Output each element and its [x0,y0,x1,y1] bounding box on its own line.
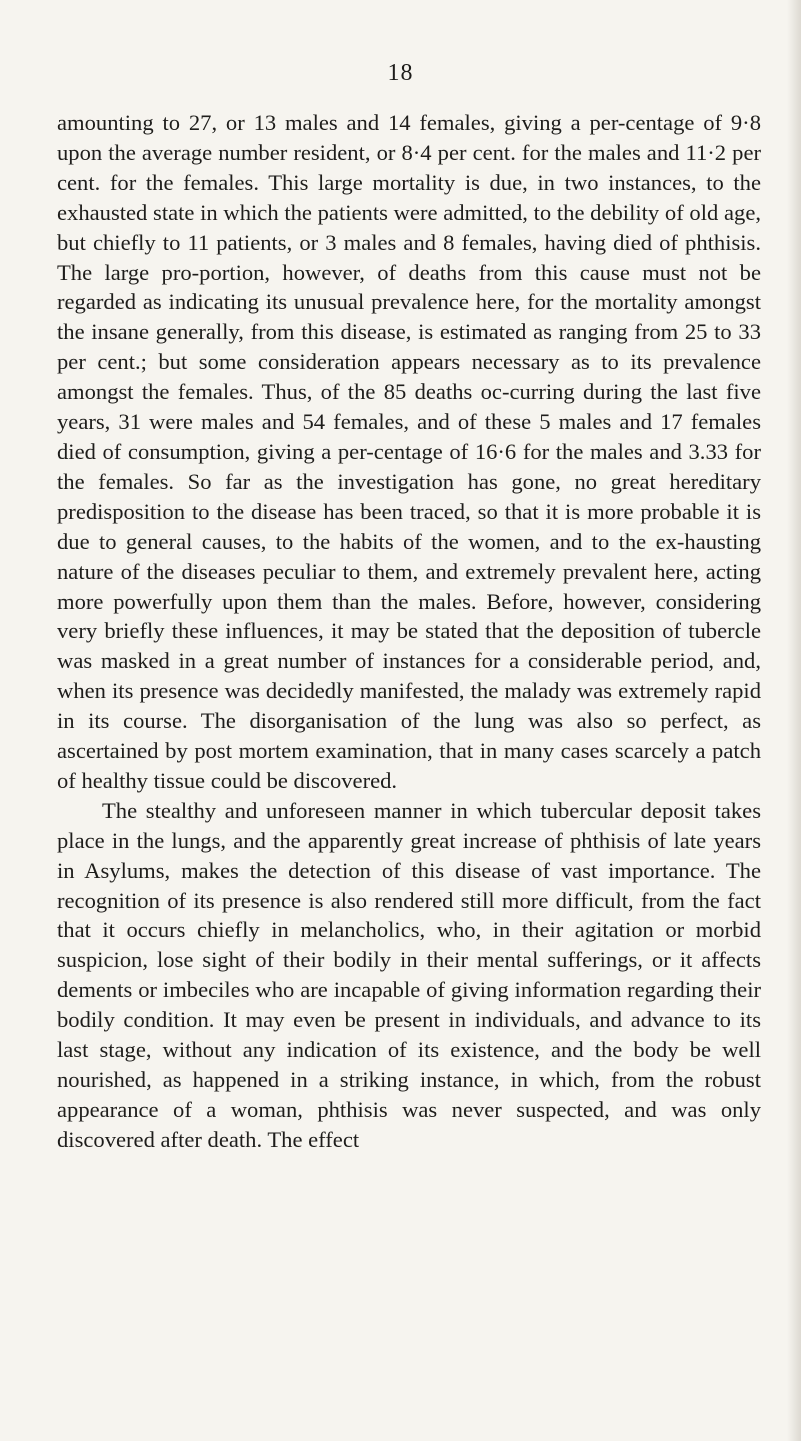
paragraph-tubercular-deposit: The stealthy and unforeseen manner in which tubercular deposit takes place in the lungs, and the apparently great increase of phthisis of late years in Asylums, makes the detection of this disease of vast importance. The recognition of its presence is also rendered still more difficult, from the fact that it occurs chiefly in melancholics, who, in their agitation or morbid suspicion, lose sight of their bodily in their mental sufferings, or it affects dements or imbeciles who are incapable of giving information regarding their bodily condition. It may even be present in individuals, and advance to its last stage, without any indication of its existence, and the body be well nourished, as happened in a striking instance, in which, from the robust appearance of a woman, phthisis was never suspected, and was only discovered after death. The effect [57,797,761,1152]
page-edge-shadow [787,0,801,1441]
body-text [57,108,761,1155]
page-number: 18 [387,60,414,86]
paragraph-continuation: amounting to 27, or 13 males and 14 females, giving a per-centage of 9·8 upon the average number resident, or 8·4 per cent. for the males and 11·2 per cent. for the females. This large mortality is due, in two instances, to the exhausted state in which the patients were admitted, to the debility of old age, but chiefly to 11 patients, or 3 males and 8 females, having died of phthisis. The large pro-portion, however, of deaths from this cause must not be regarded as indicating its unusual prevalence here, for the mortality amongst the insane generally, from this disease, is estimated as ranging from 25 to 33 per cent.; but some consideration appears necessary as to its prevalence amongst the females. Thus, of the 85 deaths oc-curring during the last five years, 31 were males and 54 females, and of these 5 males and 17 females died of consumption, giving a per-centage of 16·6 for the males and 3.33 for the females. So far as the investigation has gone, no great hereditary predisposition to the disease has been traced, so that it is more probable it is due to general causes, to the habits of the women, and to the ex-hausting nature of the diseases peculiar to them, and extremely prevalent here, acting more powerfully upon them than the males. Before, however, considering very briefly these influences, it may be stated that the deposition of tubercle was masked in a great number of instances for a considerable period, and, when its presence was decidedly manifested, the malady was extremely rapid in its course. The disorganisation of the lung was also so perfect, as ascertained by post mortem examination, that in many cases scarcely a patch of healthy tissue could be discovered. [57,110,761,793]
